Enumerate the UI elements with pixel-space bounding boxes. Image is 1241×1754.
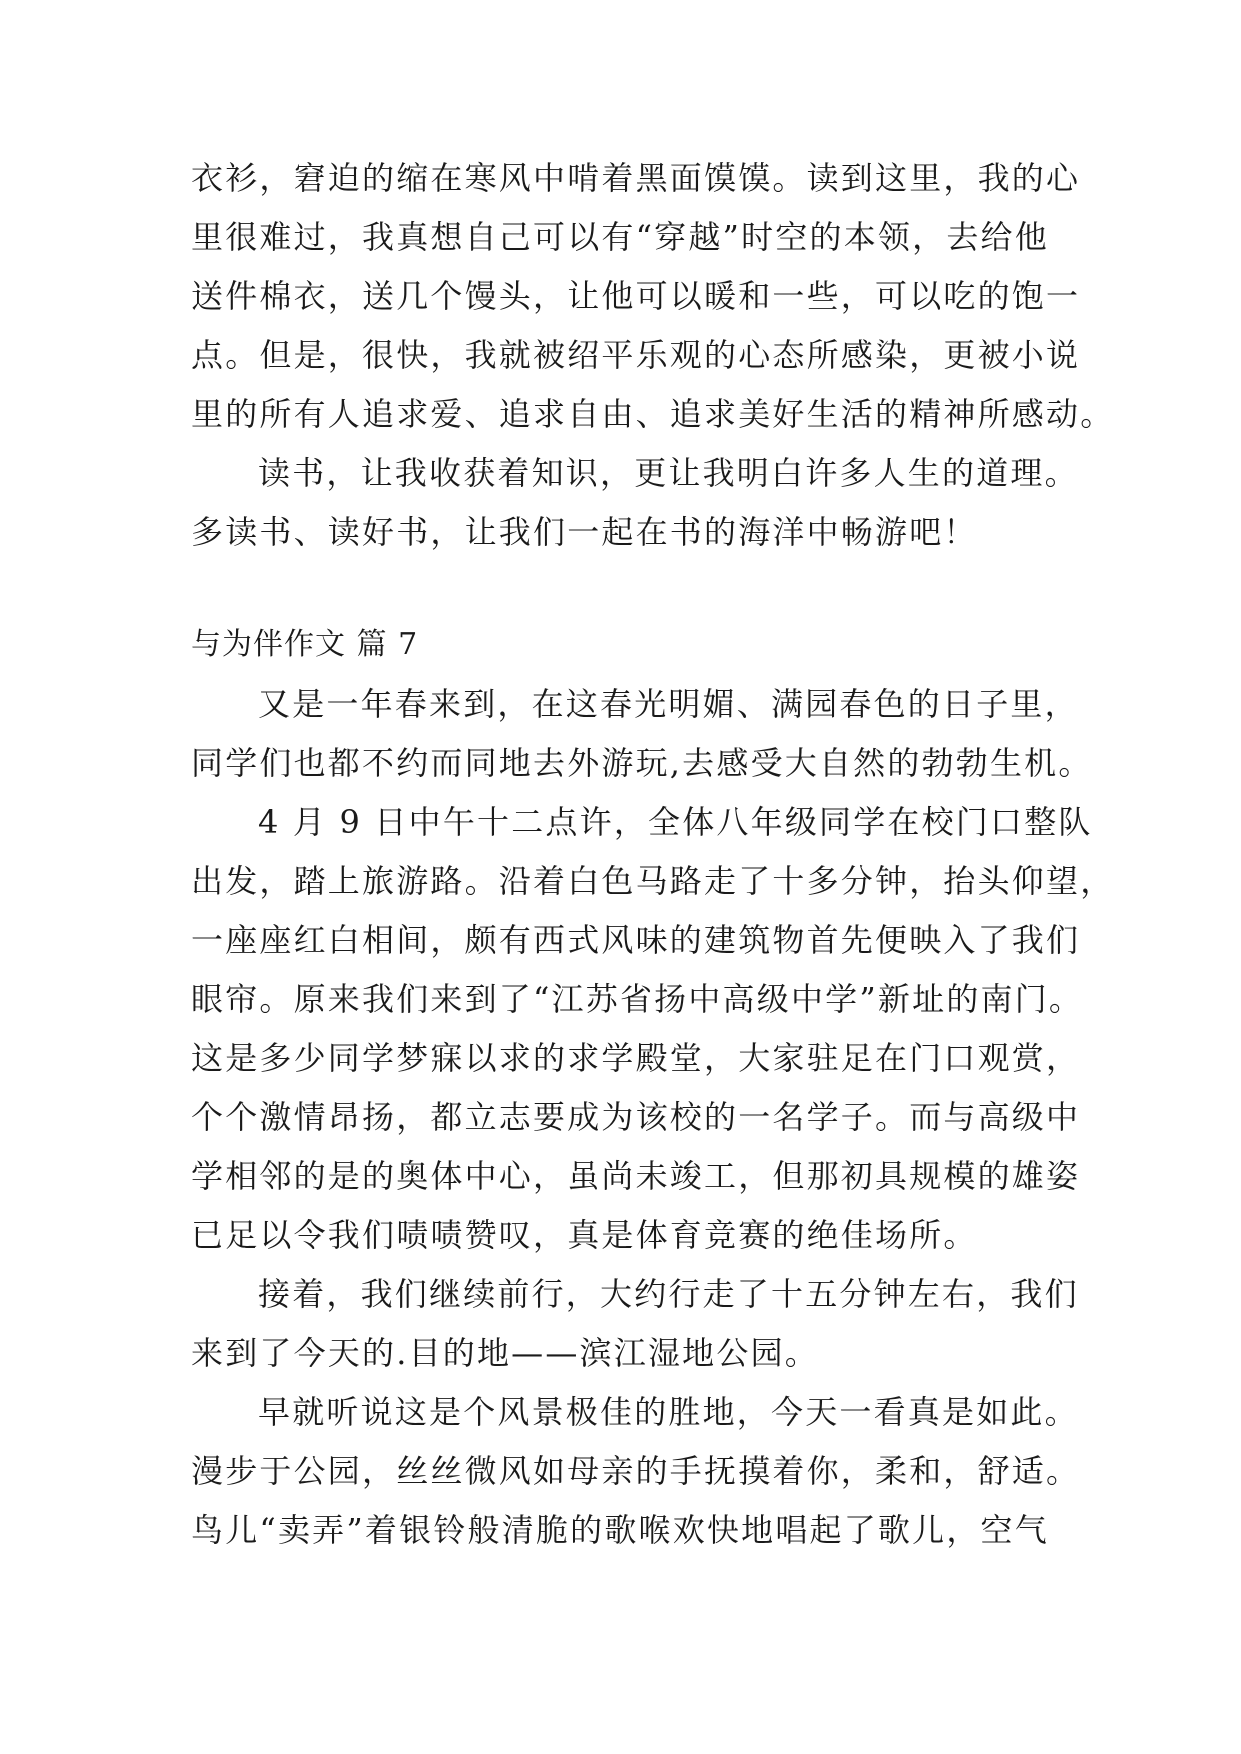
- text-line: 接着，我们继续前行，大约行走了十五分钟左右，我们: [258, 1275, 1079, 1313]
- text-line: 里很难过，我真想自己可以有“穿越”时空的本领，去给他: [191, 218, 1049, 256]
- text-line: 同学们也都不约而同地去外游玩,去感受大自然的勃勃生机。: [191, 744, 1093, 782]
- text-line: 一座座红白相间，颇有西式风味的建筑物首先便映入了我们: [191, 921, 1081, 959]
- text-line: 这是多少同学梦寐以求的求学殿堂，大家驻足在门口观赏，: [191, 1039, 1081, 1077]
- text-line: 多读书、读好书，让我们一起在书的海洋中畅游吧！: [191, 513, 978, 551]
- section-heading: 与为伴作文 篇 7: [191, 627, 419, 662]
- text-line: 眼帘。原来我们来到了“江苏省扬中高级中学”新址的南门。: [191, 980, 1084, 1018]
- text-line: 个个激情昂扬，都立志要成为该校的一名学子。而与高级中: [191, 1098, 1081, 1136]
- text-line: 早就听说这是个风景极佳的胜地，今天一看真是如此。: [258, 1393, 1079, 1431]
- text-line: 漫步于公园，丝丝微风如母亲的手抚摸着你，柔和，舒适。: [191, 1452, 1081, 1490]
- text-line: 点。但是，很快，我就被绍平乐观的心态所感染，更被小说: [191, 336, 1081, 374]
- text-line: 来到了今天的.目的地——滨江湿地公园。: [191, 1334, 819, 1372]
- text-line: 4 月 9 日中午十二点许，全体八年级同学在校门口整队: [258, 803, 1093, 841]
- text-line: 又是一年春来到，在这春光明媚、满园春色的日子里，: [258, 685, 1079, 723]
- text-line: 衣衫，窘迫的缩在寒风中啃着黑面馍馍。读到这里，我的心: [191, 159, 1081, 197]
- text-line: 已足以令我们啧啧赞叹，真是体育竞赛的绝佳场所。: [191, 1216, 978, 1254]
- text-line: 鸟儿“卖弄”着银铃般清脆的歌喉欢快地唱起了歌儿，空气: [191, 1511, 1049, 1549]
- text-line: 出发，踏上旅游路。沿着白色马路走了十多分钟，抬头仰望，: [191, 862, 1115, 900]
- text-line: 学相邻的是的奥体中心，虽尚未竣工，但那初具规模的雄姿: [191, 1157, 1081, 1195]
- text-line: 读书，让我收获着知识，更让我明白许多人生的道理。: [258, 454, 1079, 492]
- text-line: 送件棉衣，送几个馒头，让他可以暖和一些，可以吃的饱一: [191, 277, 1081, 315]
- text-line: 里的所有人追求爱、追求自由、追求美好生活的精神所感动。: [191, 395, 1115, 433]
